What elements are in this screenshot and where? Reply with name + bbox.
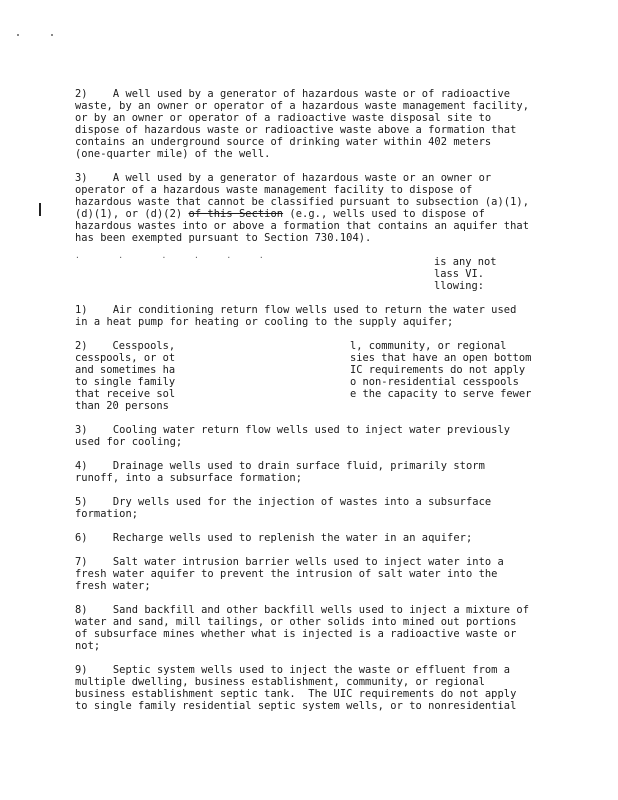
obscured-text-marks: · · · · · · bbox=[75, 253, 270, 262]
class5-item-5-line-1: 5) Dry wells used for the injection of wastes into a subsurface bbox=[75, 496, 492, 508]
class5-item-7-line-2: fresh water aquifer to prevent the intrusion of salt water into the bbox=[75, 568, 498, 580]
class5-item-8-line-4: not; bbox=[75, 640, 101, 652]
class5-item-2-left-4: to single family bbox=[75, 376, 176, 388]
class5-item-2-right-3: IC requirements do not apply bbox=[350, 364, 526, 376]
class5-item-2-right-4: o non-residential cesspools bbox=[350, 376, 519, 388]
class5-item-9-line-2: multiple dwelling, business establishment, community, or regional bbox=[75, 676, 485, 688]
class5-item-2-left-3: and sometimes ha bbox=[75, 364, 176, 376]
intro-fragment-2: lass VI. bbox=[434, 268, 485, 280]
item-2-line-5: contains an underground source of drinking water within 402 meters bbox=[75, 136, 492, 148]
class5-item-1-line-1: 1) Air conditioning return flow wells used to return the water used bbox=[75, 304, 517, 316]
class5-item-2-right-1: l, community, or regional bbox=[350, 340, 507, 352]
intro-fragment-3: llowing: bbox=[434, 280, 485, 292]
item-3-line-2: operator of a hazardous waste management facility to dispose of bbox=[75, 184, 473, 196]
class5-item-7-line-3: fresh water; bbox=[75, 580, 151, 592]
class5-item-2-left-6: than 20 persons bbox=[75, 400, 169, 412]
class5-item-2-left-5: that receive sol bbox=[75, 388, 176, 400]
item-2-line-1: 2) A well used by a generator of hazardous waste or of radioactive bbox=[75, 88, 511, 100]
class5-item-3-line-2: used for cooling; bbox=[75, 436, 183, 448]
intro-fragment-1: is any not bbox=[434, 256, 497, 268]
class5-item-2-right-2: sies that have an open bottom bbox=[350, 352, 532, 364]
class5-item-9-line-3: business establishment septic tank. The UIC requirements do not apply bbox=[75, 688, 517, 700]
class5-item-6-line-1: 6) Recharge wells used to replenish the water in an aquifer; bbox=[75, 532, 473, 544]
class5-item-7-line-1: 7) Salt water intrusion barrier wells used to inject water into a bbox=[75, 556, 504, 568]
class5-item-3-line-1: 3) Cooling water return flow wells used to inject water previously bbox=[75, 424, 511, 436]
item-2-line-4: dispose of hazardous waste or radioactive waste above a formation that bbox=[75, 124, 517, 136]
class5-item-2-right-5: e the capacity to serve fewer bbox=[350, 388, 532, 400]
class5-item-2-left-1: 2) Cesspools, bbox=[75, 340, 176, 352]
class5-item-8-line-3: of subsurface mines whether what is injected is a radioactive waste or bbox=[75, 628, 517, 640]
item-3-line-5: hazardous wastes into or above a formation that contains an aquifer that bbox=[75, 220, 530, 232]
class5-item-8-line-1: 8) Sand backfill and other backfill wells used to inject a mixture of bbox=[75, 604, 530, 616]
item-2-line-3: or by an owner or operator of a radioactive waste disposal site to bbox=[75, 112, 492, 124]
scan-speck bbox=[17, 34, 19, 36]
class5-item-8-line-2: water and sand, mill tailings, or other solids into mined out portions bbox=[75, 616, 517, 628]
revision-margin-bar bbox=[39, 203, 41, 216]
item-3-line-3: hazardous waste that cannot be classified pursuant to subsection (a)(1), bbox=[75, 196, 530, 208]
class5-item-9-line-1: 9) Septic system wells used to inject the waste or effluent from a bbox=[75, 664, 511, 676]
item-2-line-2: waste, by an owner or operator of a hazardous waste management facility, bbox=[75, 100, 530, 112]
struck-text: of this Section bbox=[188, 208, 284, 220]
item-3-line-4: (d)(1), or (d)(2) of this Section (e.g., wells used to dispose of bbox=[75, 208, 485, 220]
class5-item-9-line-4: to single family residential septic system wells, or to nonresidential bbox=[75, 700, 517, 712]
item-3-line-1: 3) A well used by a generator of hazardous waste or an owner or bbox=[75, 172, 492, 184]
class5-item-4-line-1: 4) Drainage wells used to drain surface fluid, primarily storm bbox=[75, 460, 485, 472]
item-3-line-6: has been exempted pursuant to Section 730.104). bbox=[75, 232, 372, 244]
item-2-line-6: (one-quarter mile) of the well. bbox=[75, 148, 271, 160]
class5-item-2-left-2: cesspools, or ot bbox=[75, 352, 176, 364]
class5-item-4-line-2: runoff, into a subsurface formation; bbox=[75, 472, 303, 484]
class5-item-5-line-2: formation; bbox=[75, 508, 139, 520]
class5-item-1-line-2: in a heat pump for heating or cooling to the supply aquifer; bbox=[75, 316, 454, 328]
scan-speck bbox=[51, 34, 53, 36]
